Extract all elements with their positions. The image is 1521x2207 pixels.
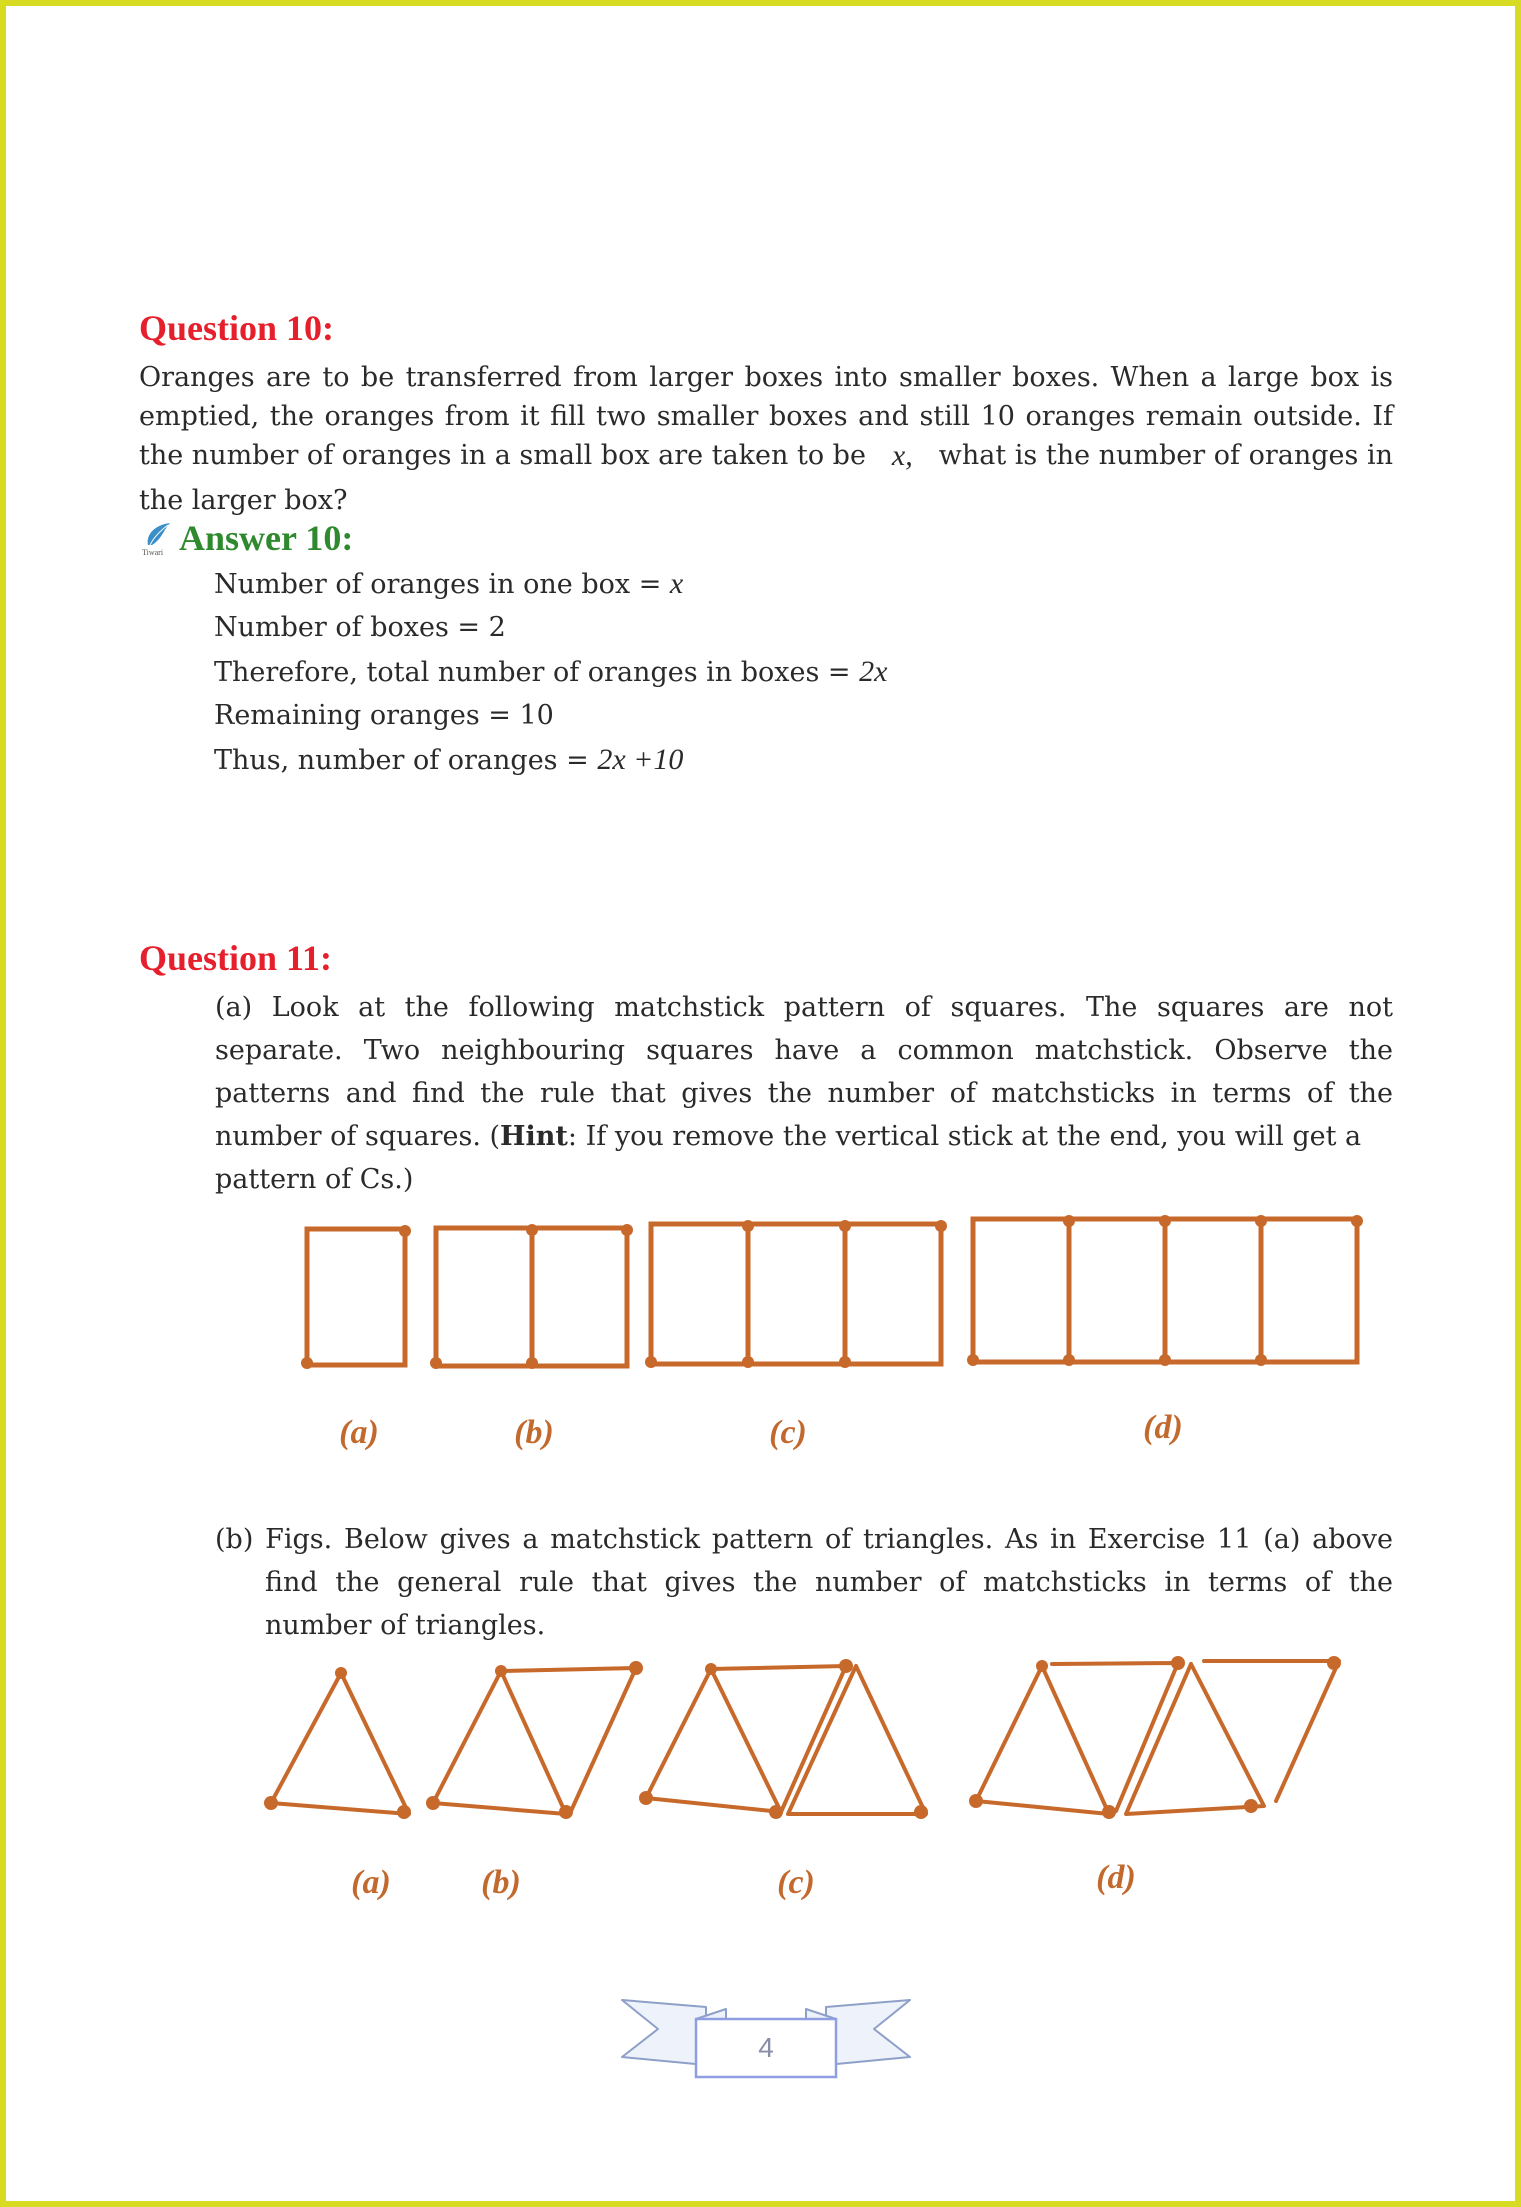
- triangle-label-a: (a): [351, 1864, 391, 1901]
- q11a-line-5: pattern of Cs.): [215, 1164, 414, 1195]
- hint-label: Hint: [500, 1121, 568, 1152]
- question-10-heading: Question 10:: [139, 308, 335, 348]
- q10-line-2: emptied, the oranges from it fill two smaller boxes and still 10 oranges remain outside. If: [139, 401, 1393, 432]
- page-number: 4: [758, 2032, 774, 2063]
- answer-line: Number of boxes = 2: [214, 612, 506, 643]
- answer-line: Number of oranges in one box = x: [214, 567, 684, 600]
- q10-line-1: Oranges are to be transferred from larger boxes into smaller boxes. When a large box is: [139, 362, 1393, 393]
- square-label-b: (b): [514, 1414, 554, 1451]
- answer-line: Thus, number of oranges = 2x +10: [214, 743, 684, 776]
- q10-line-3: the number of oranges in a small box are taken to be x, what is the number of oranges in: [139, 436, 1393, 475]
- q10-line-4: the larger box?: [139, 485, 348, 516]
- q11b-line-3: number of triangles.: [265, 1610, 546, 1641]
- answer-10-heading: Answer 10:: [179, 518, 354, 558]
- svg-text:Tiwari: Tiwari: [142, 548, 164, 557]
- answer-line: Remaining oranges = 10: [214, 700, 554, 731]
- square-label-d: (d): [1143, 1409, 1183, 1446]
- q11b-line-2: find the general rule that gives the number of matchsticks in terms of the: [265, 1567, 1393, 1598]
- var-x: x,: [891, 439, 913, 472]
- q11a-line-2: separate. Two neighbouring squares have a common matchstick. Observe the: [215, 1035, 1393, 1066]
- triangle-label-b: (b): [481, 1864, 521, 1901]
- q11a-line-1: (a) Look at the following matchstick pattern of squares. The squares are not: [215, 992, 1393, 1023]
- q11b-line-1: (b) Figs. Below gives a matchstick pattern of triangles. As in Exercise 11 (a) above: [215, 1524, 1393, 1555]
- answer-line: Therefore, total number of oranges in boxes = 2x: [214, 655, 888, 688]
- q11a-line-4: number of squares. (Hint: If you remove the vertical stick at the end, you will get a: [215, 1121, 1362, 1152]
- triangle-label-c: (c): [777, 1864, 815, 1901]
- triangles-matchstick-figure: [6, 6, 1521, 1906]
- question-11-heading: Question 11:: [139, 938, 333, 978]
- q11a-line-3: patterns and find the rule that gives the number of matchsticks in terms of the: [215, 1078, 1393, 1109]
- square-label-c: (c): [769, 1414, 807, 1451]
- triangle-label-d: (d): [1096, 1859, 1136, 1896]
- square-label-a: (a): [339, 1414, 379, 1451]
